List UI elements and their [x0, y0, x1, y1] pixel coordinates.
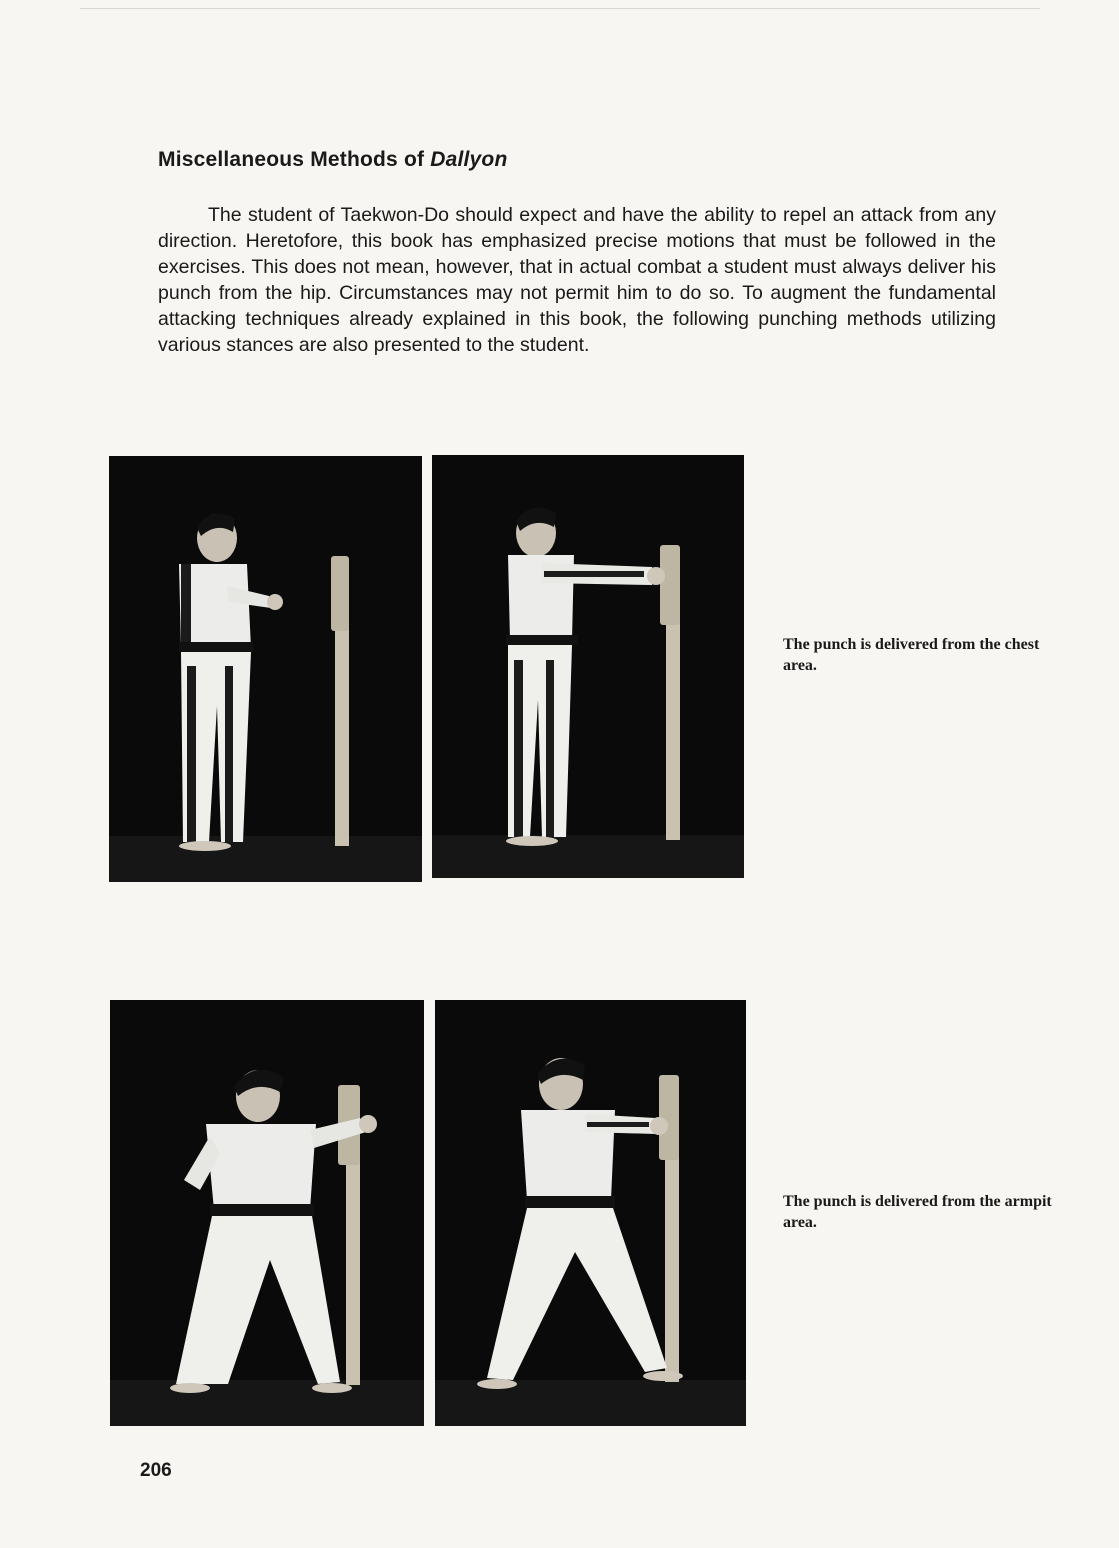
photo-chest-punch-illustration	[432, 455, 744, 878]
photo-chest-ready-illustration	[109, 456, 422, 882]
intro-paragraph: The student of Taekwon-Do should expect and have the ability to repel an attack from any direction. Heretofore, this book has emphasized precise motions that must be followed in the exercises. This does not mean, however, that in actual combat a student must always deliver his punch from the hip. Circumstances may not permit him to do so. To augment the fundamental attacking techniques already explained in this book, the following punching methods utilizing various stances are also presented to the student.	[158, 204, 996, 356]
top-rule	[80, 8, 1040, 9]
photo-chest-ready	[109, 456, 422, 882]
photo-chest-punch	[432, 455, 744, 878]
caption-armpit-punch: The punch is delivered from the armpit area.	[783, 1193, 1052, 1231]
section-heading	[158, 148, 507, 172]
photo-armpit-ready	[110, 1000, 424, 1426]
heading-italic-term: Dallyon	[430, 148, 508, 171]
photo-armpit-ready-illustration	[110, 1000, 424, 1426]
photo-armpit-punch-illustration	[435, 1000, 746, 1426]
heading-text: Miscellaneous Methods of	[158, 148, 431, 171]
caption-chest-punch: The punch is delivered from the chest area.	[783, 636, 1040, 674]
photo-armpit-punch	[435, 1000, 746, 1426]
page-number: 206	[140, 1460, 172, 1481]
